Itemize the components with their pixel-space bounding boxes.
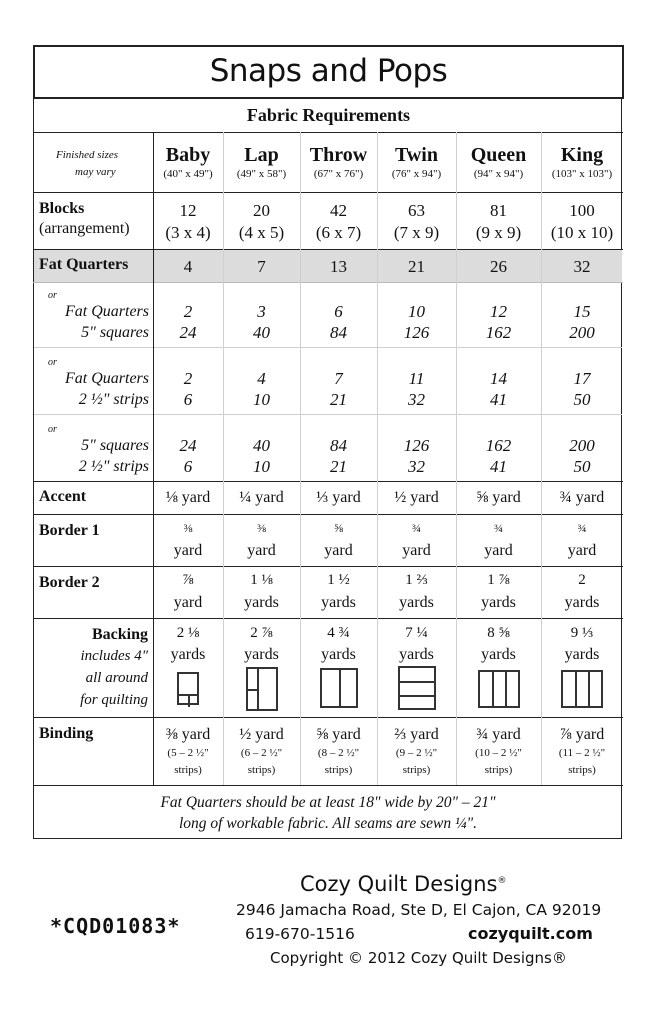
backing-diagram-icon: [177, 672, 199, 705]
binding-strips-unit: strips): [568, 764, 596, 776]
backing-note-line: for quilting: [80, 692, 148, 708]
accent-label: Accent: [39, 488, 87, 505]
alt-option-value: 32: [408, 390, 425, 409]
alt-option-value: 15: [573, 302, 591, 321]
alt-option-value: 50: [573, 457, 591, 476]
border1-amount: ¾: [412, 521, 421, 535]
alt-option-value: 21: [330, 390, 347, 409]
backing-unit: yards: [564, 646, 600, 663]
border2-amount: ⅞: [182, 572, 194, 588]
blocks-arrangement: (4 x 5): [238, 223, 285, 242]
row-divider: [33, 618, 623, 619]
accent-value: ¾ yard: [559, 489, 605, 506]
accent-value: ⅝ yard: [476, 489, 521, 506]
binding-amount: ⅜ yard: [165, 726, 211, 743]
footnote: [34, 786, 622, 834]
row-divider: [33, 481, 623, 482]
backing-unit: yards: [244, 646, 279, 663]
binding-amount: ¾ yard: [476, 726, 521, 743]
size-header-dims: (76" x 94"): [391, 168, 442, 180]
size-header-dims: (49" x 58"): [236, 168, 287, 180]
backing-unit: yards: [399, 646, 434, 663]
border1-unit: yard: [567, 542, 597, 559]
fat-quarters-value: 21: [408, 257, 425, 276]
blocks-arrangement: (6 x 7): [315, 223, 362, 242]
accent-value: ¼ yard: [239, 489, 284, 506]
alt-option-value: 41: [490, 390, 507, 409]
alt-option-value: 40: [253, 436, 270, 455]
size-header-name: Queen: [470, 144, 527, 166]
binding-strips: (10 – 2 ½": [475, 747, 522, 759]
company-name-text: Cozy Quilt Designs: [300, 872, 498, 896]
alt-option-value: 32: [408, 457, 425, 476]
alt-option-value: 41: [490, 457, 507, 476]
border2-amount: 2: [578, 572, 586, 588]
note-line: may vary: [75, 166, 116, 178]
alt-option-value: 162: [485, 323, 512, 342]
blocks-arrangement: (10 x 10): [550, 223, 614, 242]
alt-option-value: 6: [183, 390, 193, 409]
diagram-seam: [248, 689, 258, 691]
row-divider: [33, 566, 623, 567]
alt-option-value: 200: [569, 323, 595, 342]
backing-unit: yards: [481, 646, 516, 663]
border1-amount: ¾: [577, 521, 587, 535]
registered-mark: ®: [497, 876, 507, 886]
border1-label: Border 1: [39, 522, 100, 539]
alt-option-value: 11: [408, 369, 425, 388]
backing-unit: yards: [321, 646, 356, 663]
backing-amount: 8 ⅝: [487, 625, 510, 641]
size-header-dims: (94" x 94"): [473, 168, 524, 180]
border2-label: Border 2: [39, 574, 100, 591]
diagram-seam: [188, 694, 190, 707]
border2-amount: 1 ⅔: [405, 572, 428, 588]
alt-option-value: 10: [253, 457, 270, 476]
row-divider: [34, 414, 622, 415]
alt-option-value: 2: [183, 369, 193, 388]
border1-unit: yard: [484, 542, 513, 559]
backing-title: Backing: [91, 626, 148, 643]
footnote-line: long of workable fabric. All seams are sewn ¼".: [179, 815, 477, 832]
note-line: Finished sizes: [56, 149, 119, 161]
address: 2946 Jamacha Road, Ste D, El Cajon, CA 92019: [236, 901, 602, 919]
alt-option-value: 6: [334, 302, 343, 321]
finished-sizes-note: [40, 147, 148, 181]
border2-amount: 1 ½: [327, 572, 350, 588]
diagram-seam: [339, 670, 341, 706]
alt-option-value: 12: [490, 302, 507, 321]
alt-option-value: 10: [408, 302, 425, 321]
size-header-dims: (103" x 103"): [551, 168, 613, 180]
binding-strips: (9 – 2 ½": [395, 747, 438, 759]
backing-note-line: includes 4": [80, 648, 148, 664]
alt-option-line: 5" squares: [81, 324, 149, 341]
alt-option-value: 17: [573, 369, 591, 388]
accent-value: ½ yard: [394, 489, 439, 506]
backing-unit: yards: [170, 646, 206, 663]
alt-option-value: 21: [330, 457, 347, 476]
binding-strips-unit: strips): [174, 764, 202, 776]
size-header-name: Baby: [165, 144, 211, 166]
backing-amount: 9 ⅓: [570, 625, 594, 641]
fat-quarters-label: Fat Quarters: [39, 256, 129, 273]
diagram-seam: [492, 672, 494, 706]
row-divider: [34, 347, 622, 348]
alt-option-value: 6: [183, 457, 193, 476]
backing-amount: 7 ¼: [405, 625, 428, 641]
accent-value: ⅛ yard: [165, 489, 211, 506]
blocks-sublabel: (arrangement): [39, 220, 130, 237]
alt-option-value: 14: [490, 369, 507, 388]
backing-amount: 4 ¾: [327, 625, 350, 641]
backing-diagram-icon: [320, 668, 358, 708]
alt-option-value: 10: [253, 390, 270, 409]
blocks-arrangement: (3 x 4): [165, 223, 211, 242]
alt-option-value: 162: [485, 436, 512, 455]
backing-note-line: all around: [85, 670, 148, 686]
binding-strips: (5 – 2 ½": [167, 747, 209, 759]
size-header-name: Twin: [395, 144, 438, 166]
alt-option-line: Fat Quarters: [65, 370, 149, 387]
border1-unit: yard: [402, 542, 431, 559]
binding-strips: (6 – 2 ½": [240, 747, 283, 759]
or-label: or: [48, 290, 57, 301]
border2-unit: yards: [321, 594, 356, 611]
row-divider: [33, 132, 623, 133]
alt-option-value: 24: [179, 323, 197, 342]
row-divider: [33, 282, 623, 283]
company-name: [300, 868, 507, 897]
alt-option-value: 200: [569, 436, 595, 455]
alt-option-value: 24: [179, 436, 197, 455]
alt-option-line: 2 ½" strips: [78, 391, 149, 408]
alt-option-value: 40: [253, 323, 270, 342]
binding-amount: ½ yard: [239, 726, 284, 743]
backing-label: [40, 625, 148, 711]
blocks-count: 42: [330, 201, 347, 220]
binding-label: Binding: [39, 725, 94, 742]
alt-option-value: 50: [573, 390, 591, 409]
backing-diagram-icon: [478, 670, 520, 708]
diagram-seam: [400, 681, 434, 683]
backing-amount: 2 ⅞: [250, 625, 273, 641]
table-title: Fabric Requirements: [246, 105, 411, 125]
border1-unit: yard: [324, 542, 353, 559]
accent-value: ⅓ yard: [316, 489, 361, 506]
or-label: or: [48, 424, 57, 435]
binding-amount: ⅔ yard: [394, 726, 439, 743]
border2-amount: 1 ⅛: [250, 572, 273, 588]
alt-option-value: 84: [330, 436, 347, 455]
blocks-count: 20: [253, 201, 270, 220]
diagram-seam: [588, 672, 590, 706]
border1-amount: ⅜: [257, 521, 266, 535]
border1-amount: ⅝: [334, 521, 343, 535]
diagram-seam: [575, 672, 577, 706]
fat-quarters-value: 7: [257, 257, 266, 276]
alt-option-value: 7: [334, 369, 343, 388]
page-title: Snaps and Pops: [209, 53, 448, 89]
binding-strips-unit: strips): [247, 764, 276, 776]
border2-unit: yard: [173, 594, 203, 611]
border2-unit: yards: [481, 594, 516, 611]
diagram-seam: [400, 695, 434, 697]
binding-strips-unit: strips): [484, 764, 513, 776]
border1-unit: yard: [247, 542, 276, 559]
row-divider: [33, 192, 623, 193]
fat-quarters-value: 32: [573, 257, 591, 276]
size-header-name: Lap: [244, 144, 279, 166]
backing-amount: 2 ⅛: [176, 625, 200, 641]
border2-amount: 1 ⅞: [487, 572, 510, 588]
alt-option-line: 2 ½" strips: [78, 458, 149, 475]
alt-option-value: 3: [257, 302, 266, 321]
blocks-label: [39, 199, 151, 239]
binding-strips-unit: strips): [324, 764, 353, 776]
blocks-arrangement: (7 x 9): [393, 223, 440, 242]
alt-option-value: 126: [403, 436, 430, 455]
fat-quarters-value: 26: [490, 257, 507, 276]
blocks-count: 81: [490, 201, 507, 220]
alt-option-value: 84: [330, 323, 347, 342]
row-divider: [33, 514, 623, 515]
row-divider: [33, 717, 623, 718]
border2-unit: yards: [564, 594, 600, 611]
diagram-seam: [505, 672, 507, 706]
backing-diagram-icon: [246, 667, 278, 711]
blocks-count: 12: [179, 201, 197, 220]
border1-amount: ⅜: [183, 521, 193, 535]
alt-option-value: 2: [183, 302, 193, 321]
binding-strips: (11 – 2 ½": [558, 747, 606, 759]
border2-unit: yards: [244, 594, 279, 611]
website-link[interactable]: cozyquilt.com: [468, 924, 593, 943]
alt-option-line: 5" squares: [81, 437, 149, 454]
fat-quarters-value: 4: [183, 257, 193, 276]
size-header-dims: (67" x 76"): [313, 168, 364, 180]
binding-strips: (8 – 2 ½": [317, 747, 360, 759]
row-divider: [33, 249, 623, 250]
blocks-count: 63: [408, 201, 425, 220]
alt-option-value: 4: [257, 369, 266, 388]
border2-unit: yards: [399, 594, 434, 611]
copyright: Copyright © 2012 Cozy Quilt Designs®: [270, 949, 567, 967]
blocks-title: Blocks: [39, 200, 85, 217]
size-header-dims: (40" x 49"): [163, 168, 213, 180]
phone: 619-670-1516: [245, 925, 355, 943]
footnote-line: Fat Quarters should be at least 18" wide by 20" – 21": [160, 794, 496, 811]
binding-amount: ⅝ yard: [316, 726, 361, 743]
binding-strips-unit: strips): [402, 764, 431, 776]
backing-diagram-icon: [561, 670, 603, 708]
border1-amount: ¾: [494, 521, 503, 535]
alt-option-line: Fat Quarters: [65, 303, 149, 320]
size-header-name: Throw: [309, 144, 368, 166]
binding-amount: ⅞ yard: [559, 726, 605, 743]
alt-option-value: 126: [403, 323, 430, 342]
blocks-count: 100: [569, 201, 595, 220]
fat-quarters-value: 13: [330, 257, 347, 276]
blocks-arrangement: (9 x 9): [475, 223, 522, 242]
border1-unit: yard: [173, 542, 203, 559]
backing-diagram-icon: [398, 666, 436, 710]
product-code: *CQD01083*: [50, 914, 181, 938]
or-label: or: [48, 357, 57, 368]
size-header-name: King: [560, 144, 604, 166]
